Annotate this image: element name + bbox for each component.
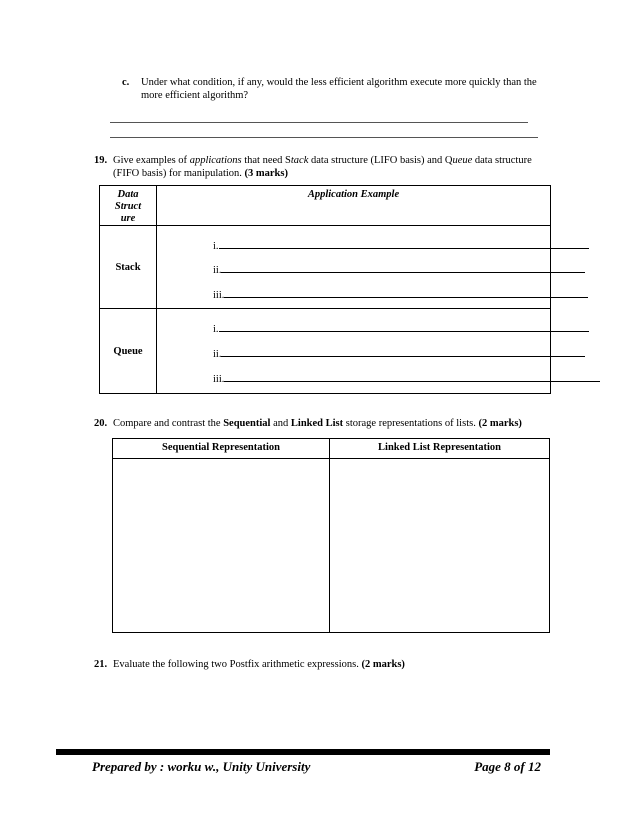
queue-examples-cell	[157, 309, 551, 394]
question-19-text: Give examples of applications that need Stack data structure (LIFO basis) and Queue data structure	[113, 155, 532, 166]
header-linked-list-representation: Linked List Representation	[330, 439, 550, 459]
footer-page-number: Page 8 of 12	[474, 759, 541, 774]
row-label-queue: Queue	[100, 309, 157, 394]
question-21-number: 21.	[94, 659, 108, 670]
comparison-table	[112, 438, 550, 633]
question-20-number: 20.	[94, 418, 108, 429]
linked-list-answer-area[interactable]	[330, 459, 550, 633]
stack-example-2[interactable]: ii.	[213, 262, 585, 277]
question-19-text-line2: (FIFO basis) for manipulation. (3 marks)	[113, 168, 288, 179]
queue-example-3[interactable]: iii.	[213, 371, 600, 386]
answer-line-2	[110, 137, 538, 138]
question-c-label: c.	[122, 77, 130, 88]
question-20-text: Compare and contrast the Sequential and Linked List storage representations of lists. (2 marks)	[113, 418, 522, 429]
row-label-stack: Stack	[100, 226, 157, 309]
question-21-text: Evaluate the following two Postfix arithmetic expressions. (2 marks)	[113, 659, 405, 670]
stack-examples-cell	[157, 226, 551, 309]
queue-example-1[interactable]: i.	[213, 321, 589, 336]
footer-left: Prepared by : worku w., Unity University	[92, 759, 311, 774]
stack-example-3[interactable]: iii.	[213, 287, 588, 302]
application-table	[99, 185, 551, 394]
header-sequential-representation: Sequential Representation	[113, 439, 330, 459]
question-c-text-line1: Under what condition, if any, would the less efficient algorithm execute more quickly than the	[141, 77, 537, 88]
stack-example-1[interactable]: i.	[213, 238, 589, 253]
question-19-number: 19.	[94, 155, 108, 166]
footer-bar	[56, 749, 550, 755]
header-application-example: Application Example	[157, 186, 551, 226]
sequential-answer-area[interactable]	[113, 459, 330, 633]
queue-example-2[interactable]: ii.	[213, 346, 585, 361]
answer-line-1	[110, 122, 528, 123]
header-data-structure: Data Struct ure	[100, 186, 157, 226]
question-c-text-line2: more efficient algorithm?	[141, 90, 249, 101]
